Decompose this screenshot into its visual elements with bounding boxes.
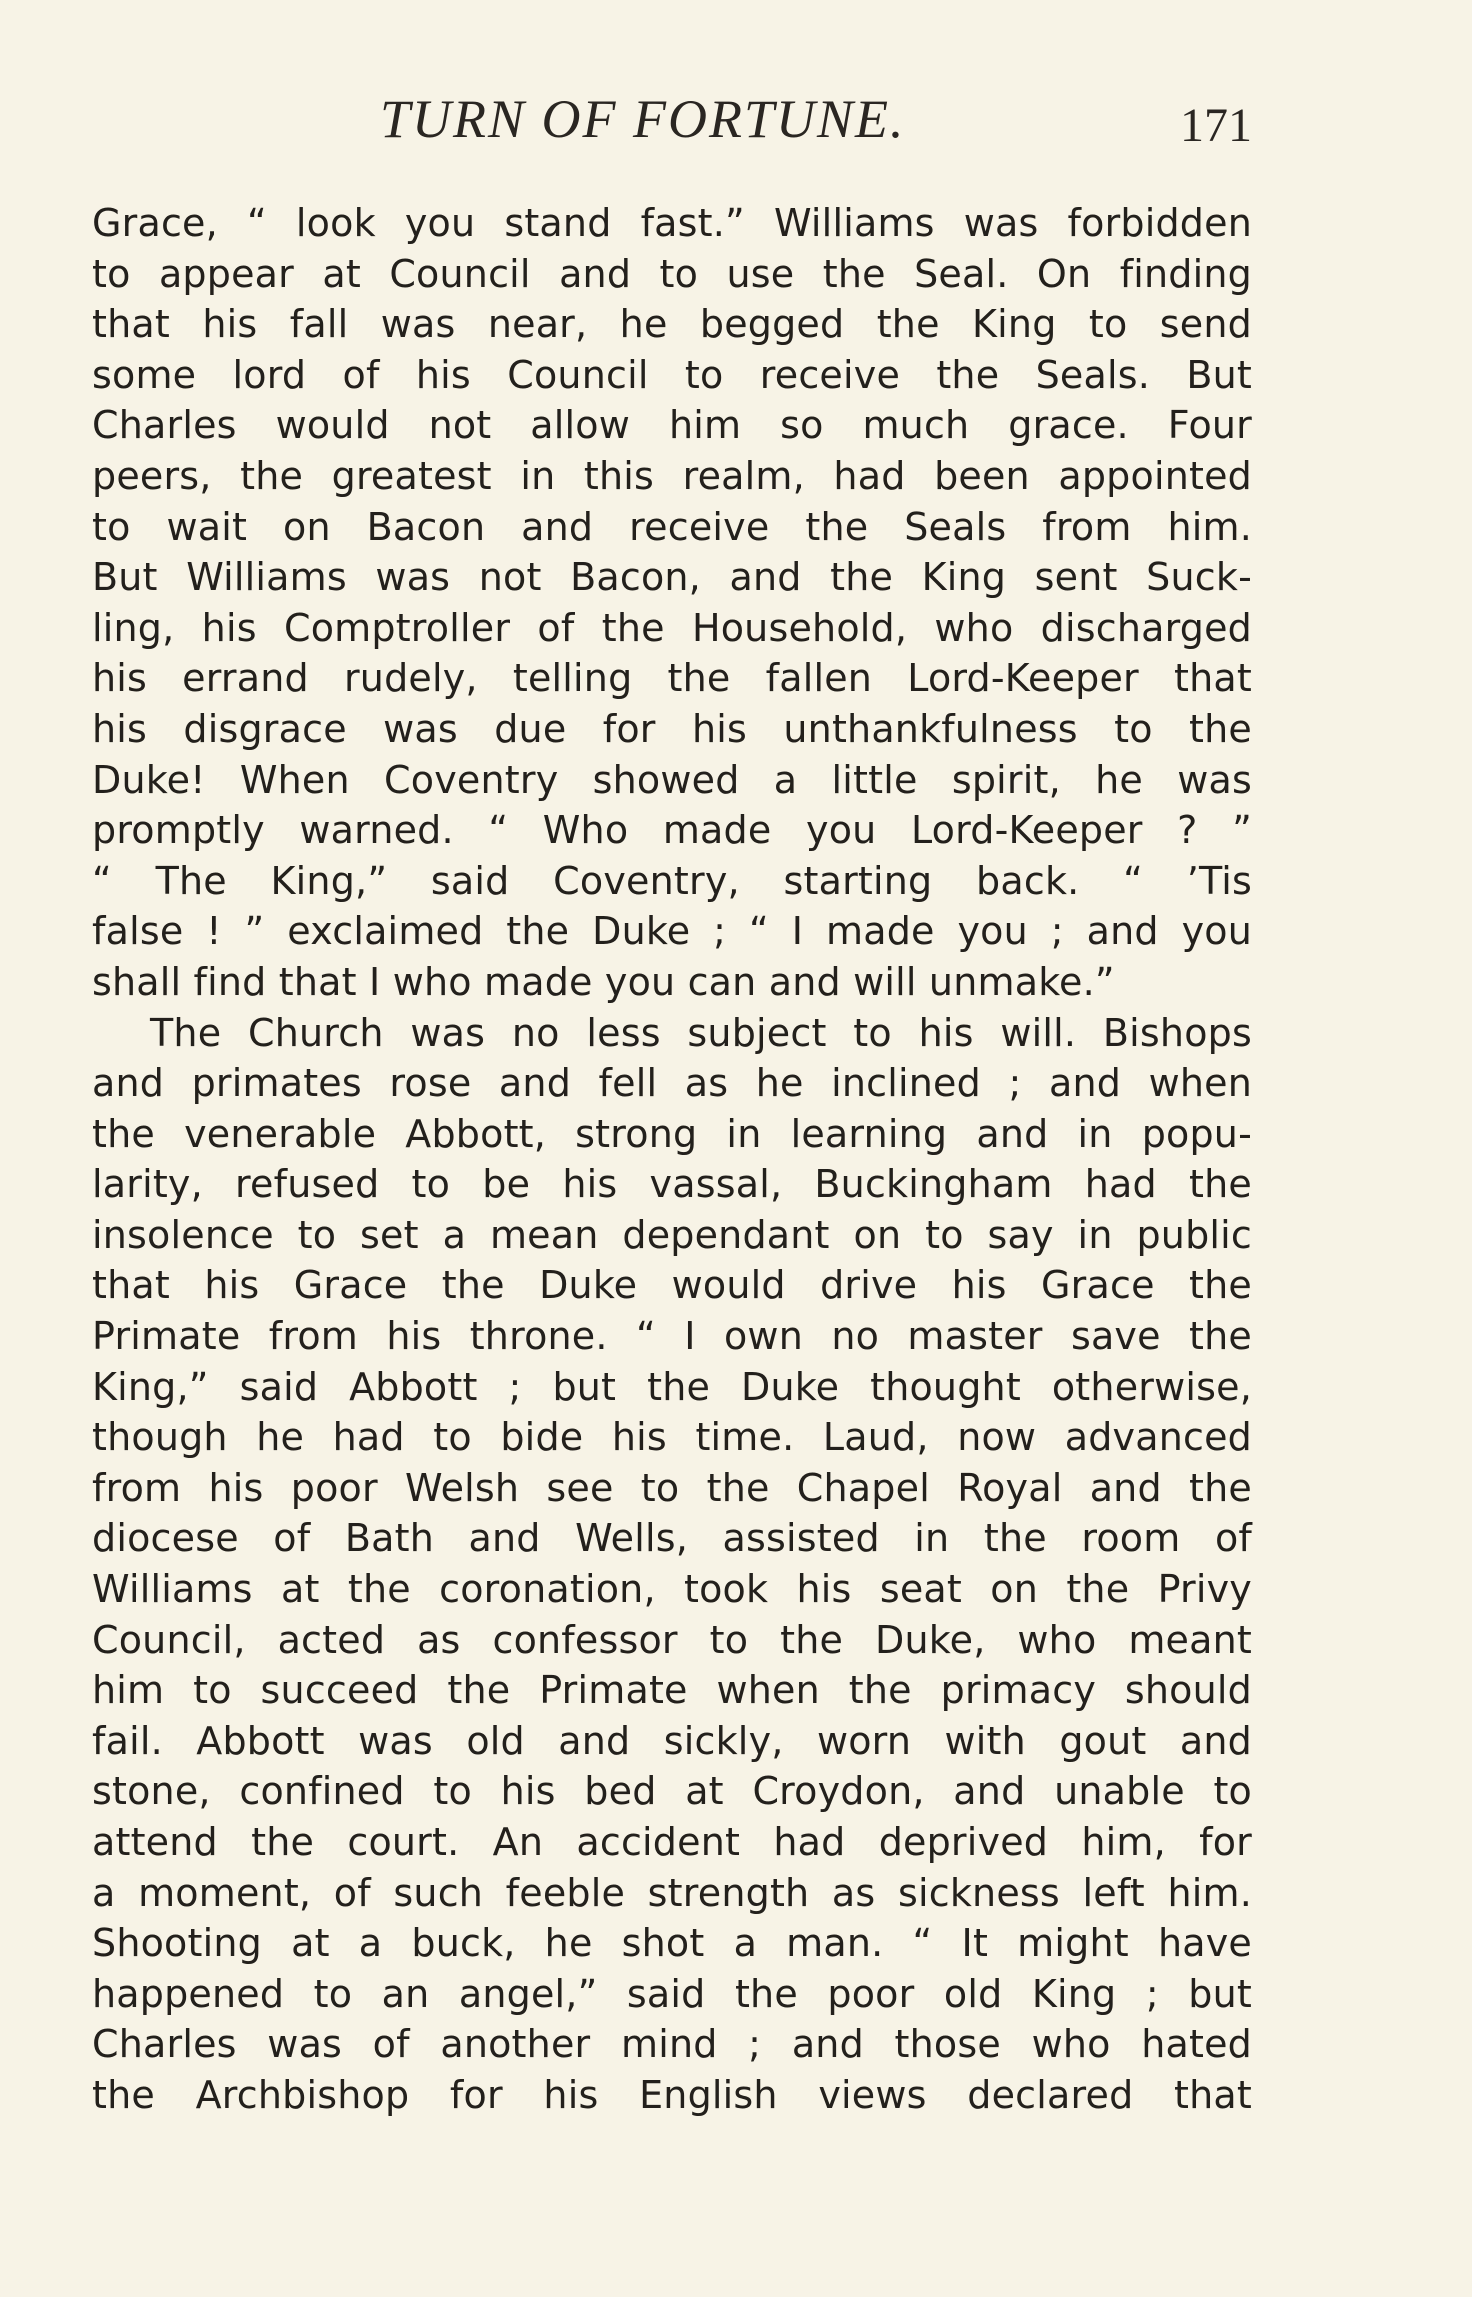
text-line: to wait on Bacon and receive the Seals from him. [92,504,1252,549]
text-line: promptly warned. “ Who made you Lord-Keeper ? ” [92,808,1252,853]
text-line: ling, his Comptroller of the Household, who discharged [92,605,1252,650]
running-title: TURN OF FORTUNE. [380,89,906,149]
text-line: that his fall was near, he begged the King to send [92,302,1252,347]
paragraph-first-line: The Church was no less subject to his will. Bishops [150,1010,1252,1055]
text-line: larity, refused to be his vassal, Buckingham had the [92,1162,1252,1207]
text-line: shall find that I who made you can and will unmake.” [92,959,1115,1004]
text-line: him to succeed the Primate when the primacy should [92,1668,1252,1713]
text-line: “ The King,” said Coventry, starting back. “ ’Tis [92,858,1252,903]
text-line: that his Grace the Duke would drive his Grace the [92,1263,1252,1308]
text-line: Williams at the coronation, took his seat on the Privy [92,1567,1252,1612]
text-line: But Williams was not Bacon, and the King sent Suck- [92,555,1252,600]
text-line: peers, the greatest in this realm, had been appointed [92,453,1252,498]
text-line: attend the court. An accident had deprived him, for [92,1820,1252,1864]
body-text [92,198,1252,2121]
text-line: Charles would not allow him so much grace. Four [92,403,1252,448]
text-line: happened to an angel,” said the poor old King ; but [92,1971,1252,2016]
text-line: Primate from his throne. “ I own no master save the [92,1314,1252,1359]
text-line: insolence to set a mean dependant on to say in public [92,1212,1252,1257]
text-line: a moment, of such feeble strength as sickness left him. [92,1870,1252,1915]
text-line: Grace, “ look you stand fast.” Williams was forbidden [92,201,1252,245]
text-line: stone, confined to his bed at Croydon, and unable to [92,1769,1252,1814]
text-line: Shooting at a buck, he shot a man. “ It might have [92,1921,1252,1966]
text-line: Council, acted as confessor to the Duke, who meant [92,1617,1252,1662]
text-line: his disgrace was due for his unthankfulness to the [92,706,1252,751]
text-line: the venerable Abbott, strong in learning and in popu- [92,1111,1252,1156]
text-line: to appear at Council and to use the Seal. On finding [92,251,1252,296]
text-line: false ! ” exclaimed the Duke ; “ I made you ; and you [92,909,1252,954]
text-line: fail. Abbott was old and sickly, worn with gout and [92,1718,1252,1763]
text-line: diocese of Bath and Wells, assisted in the room of [92,1516,1252,1561]
text-line: the Archbishop for his English views declared that [92,2072,1252,2117]
text-line: and primates rose and fell as he inclined ; and when [92,1061,1252,1106]
text-line: from his poor Welsh see to the Chapel Royal and the [92,1465,1252,1510]
text-line: King,” said Abbott ; but the Duke thought otherwise, [92,1364,1252,1409]
text-line: Duke! When Coventry showed a little spirit, he was [92,757,1252,802]
text-line: his errand rudely, telling the fallen Lord-Keeper that [92,656,1252,701]
text-line: some lord of his Council to receive the Seals. But [92,352,1252,397]
text-line: though he had to bide his time. Laud, now advanced [92,1415,1252,1460]
page-number: 171 [1180,99,1252,152]
text-line: Charles was of another mind ; and those who hated [92,2022,1252,2067]
